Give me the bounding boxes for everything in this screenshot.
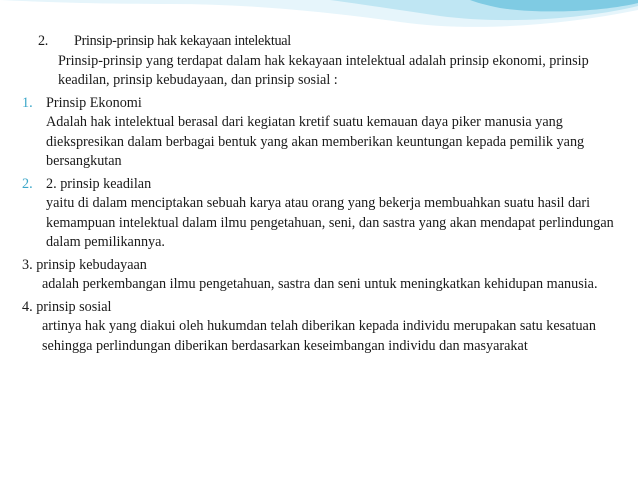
item-title: 4. prinsip sosial	[22, 298, 112, 315]
section-heading	[38, 32, 618, 52]
list-marker: 2.	[22, 175, 33, 192]
intro-paragraph: Prinsip-prinsip yang terdapat dalam hak kekayaan intelektual adalah prinsip ekonomi, prinsip keadilan, prinsip kebudayaan, dan prinsip sosial :	[58, 52, 589, 88]
list-item	[22, 175, 618, 195]
item-title: Prinsip Ekonomi	[46, 94, 142, 111]
item-title: 3. prinsip kebudayaan	[22, 256, 147, 273]
item-body: yaitu di dalam menciptakan sebuah karya atau orang yang bekerja membuahkan suatu hasil dari kemampuan intelektual dalam ilmu pengetahuan, seni, dan sastra yang akan mendapat perlindungan dalam pemilikannya.	[46, 195, 614, 250]
item-body: artinya hak yang diakui oleh hukumdan telah diberikan kepada individu merupakan satu kesatuan sehingga perlindungan diberikan berdasarkan keseimbangan individu dan masyarakat	[42, 318, 596, 354]
item-body: adalah perkembangan ilmu pengetahuan, sastra dan seni untuk meningkatkan kehidupan manusia.	[42, 276, 598, 292]
list-item	[22, 94, 618, 114]
heading-title: Prinsip-prinsip hak kekayaan intelektual	[74, 33, 291, 49]
slide-content	[22, 32, 618, 356]
item-title: 2. prinsip keadilan	[46, 175, 152, 192]
item-body: Adalah hak intelektual berasal dari kegiatan kretif suatu kemauan daya piker manusia yang diekspresikan dalam berbagai bentuk yang akan memberikan keuntungan kepada pemilik yang bersangkutan	[46, 114, 585, 169]
list-marker: 1.	[22, 94, 33, 111]
heading-number: 2.	[38, 33, 49, 49]
